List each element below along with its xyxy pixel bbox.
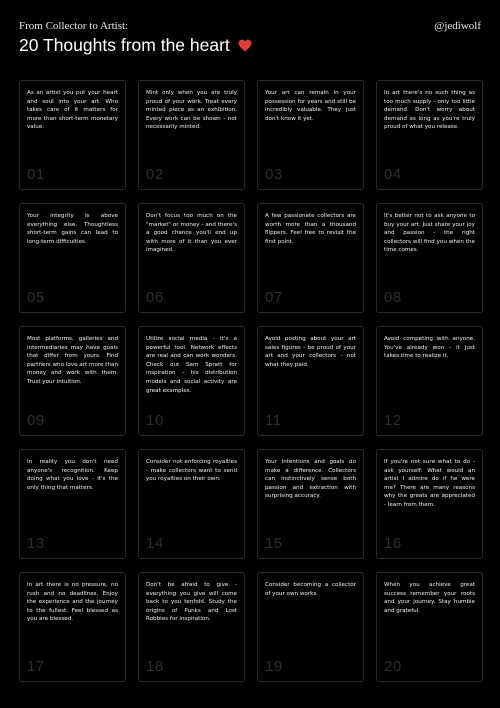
thought-number: 11 — [265, 412, 282, 429]
thought-number: 16 — [384, 535, 402, 552]
thought-text: Most platforms, galleries and intermediaries may have goals that differ from yours. Find partners who love art more than money and work with them. Trust your intuition. — [27, 336, 118, 385]
thought-card — [257, 449, 364, 559]
thought-text: Your integrity is above everything else. Thoughtless short-term gains can lead to long-term difficulties. — [27, 213, 118, 245]
thought-number: 06 — [146, 289, 164, 306]
thought-text: Utilize social media - it's a powerful tool. Network effects are real and can work wonders. Check out Sam Spratt for inspiration - his distribution models and social activity are great examples. — [146, 336, 237, 394]
thought-card — [138, 326, 245, 436]
thought-text: In art there's no such thing as too much supply - only too little demand. Don't worry about demand as long as you're truly proud of what you release. — [384, 90, 475, 131]
thought-number: 20 — [384, 658, 402, 675]
thought-text: As an artist you put your heart and soul into your art. Who takes care of it matters for more than short-term monetary value. — [27, 90, 118, 131]
page-subtitle: From Collector to Artist: — [19, 20, 129, 32]
thought-number: 10 — [146, 412, 164, 429]
thought-card — [257, 80, 364, 190]
thought-number: 08 — [384, 289, 402, 306]
author-handle: @jediwolf — [434, 20, 481, 32]
heart-icon — [238, 36, 252, 57]
thought-card — [257, 203, 364, 313]
thought-card — [19, 449, 126, 559]
thought-text: Your art can remain in your possession for years and still be incredibly valuable. They just don't know it yet. — [265, 90, 356, 122]
thought-number: 02 — [146, 166, 164, 183]
thought-card — [138, 80, 245, 190]
page-title — [19, 35, 252, 57]
thought-text: Mint only when you are truly proud of your work. Treat every minted piece as an exhibition. Every work can be shown - not necessarily minted. — [146, 90, 237, 131]
thought-number: 03 — [265, 166, 283, 183]
thought-text: Don't be afraid to give - everything you give will come back to you tenfold. Study the origins of Punks and Lost Robbies for inspiration. — [146, 582, 237, 623]
thought-number: 17 — [27, 658, 45, 675]
thought-text: Don't focus too much on the "market" or money - and there's a good chance you'll end up with more of it than you ever imagined. — [146, 213, 237, 254]
thought-text: Avoid posting about your art sales figures - be proud of your art and your collectors - not what they paid. — [265, 336, 356, 368]
thought-card — [376, 80, 483, 190]
thought-card — [376, 326, 483, 436]
thought-card — [19, 203, 126, 313]
thought-number: 07 — [265, 289, 283, 306]
thought-text: If you're not sure what to do - ask yourself: What would an artist I admire do if he were me? There are many reasons why the greats are appreciated - learn from them. — [384, 459, 475, 508]
thought-card — [138, 572, 245, 682]
thought-card — [376, 449, 483, 559]
page-title-text: 20 Thoughts from the heart — [19, 35, 230, 55]
thought-text: In art there is no pressure, no rush and no deadlines. Enjoy the experience and the journey to the fullest. Feel blessed as you are blessed. — [27, 582, 118, 623]
thought-card — [257, 326, 364, 436]
thought-card — [19, 80, 126, 190]
thought-text: Your intentions and goals do make a difference. Collectors can instinctively sense both passion and extraction with surprising accuracy. — [265, 459, 356, 500]
thought-card — [19, 326, 126, 436]
thought-text: When you achieve great success remember your roots and your journey. Stay humble and grateful. — [384, 582, 475, 614]
thought-number: 14 — [146, 535, 164, 552]
thought-card — [138, 203, 245, 313]
thought-number: 19 — [265, 658, 283, 675]
thought-card — [376, 572, 483, 682]
thought-card — [19, 572, 126, 682]
thought-text: A few passionate collectors are worth more than a thousand flippers. Feel free to revisit the first point. — [265, 213, 356, 245]
thoughts-grid — [19, 80, 484, 682]
thought-number: 13 — [27, 535, 45, 552]
thought-text: Avoid competing with anyone. You've already won - it just takes time to realize it. — [384, 336, 475, 360]
thought-number: 15 — [265, 535, 283, 552]
thought-number: 01 — [27, 166, 45, 183]
thought-text: In reality you don't need anyone's recognition. Keep doing what you love - it's the only thing that matters. — [27, 459, 118, 491]
thought-text: It's better not to ask anyone to buy your art. Just share your joy and passion - the right collectors will find you when the time comes. — [384, 213, 475, 254]
thought-text: Consider becoming a collector of your own works. — [265, 582, 356, 597]
thought-number: 12 — [384, 412, 402, 429]
thought-card — [376, 203, 483, 313]
thought-number: 05 — [27, 289, 45, 306]
thought-number: 09 — [27, 412, 45, 429]
thought-number: 18 — [146, 658, 164, 675]
page-header — [19, 20, 481, 62]
thought-text: Consider not enforcing royalties - make collectors want to send you royalties on their own. — [146, 459, 237, 483]
thought-card — [138, 449, 245, 559]
thought-number: 04 — [384, 166, 402, 183]
thought-card — [257, 572, 364, 682]
